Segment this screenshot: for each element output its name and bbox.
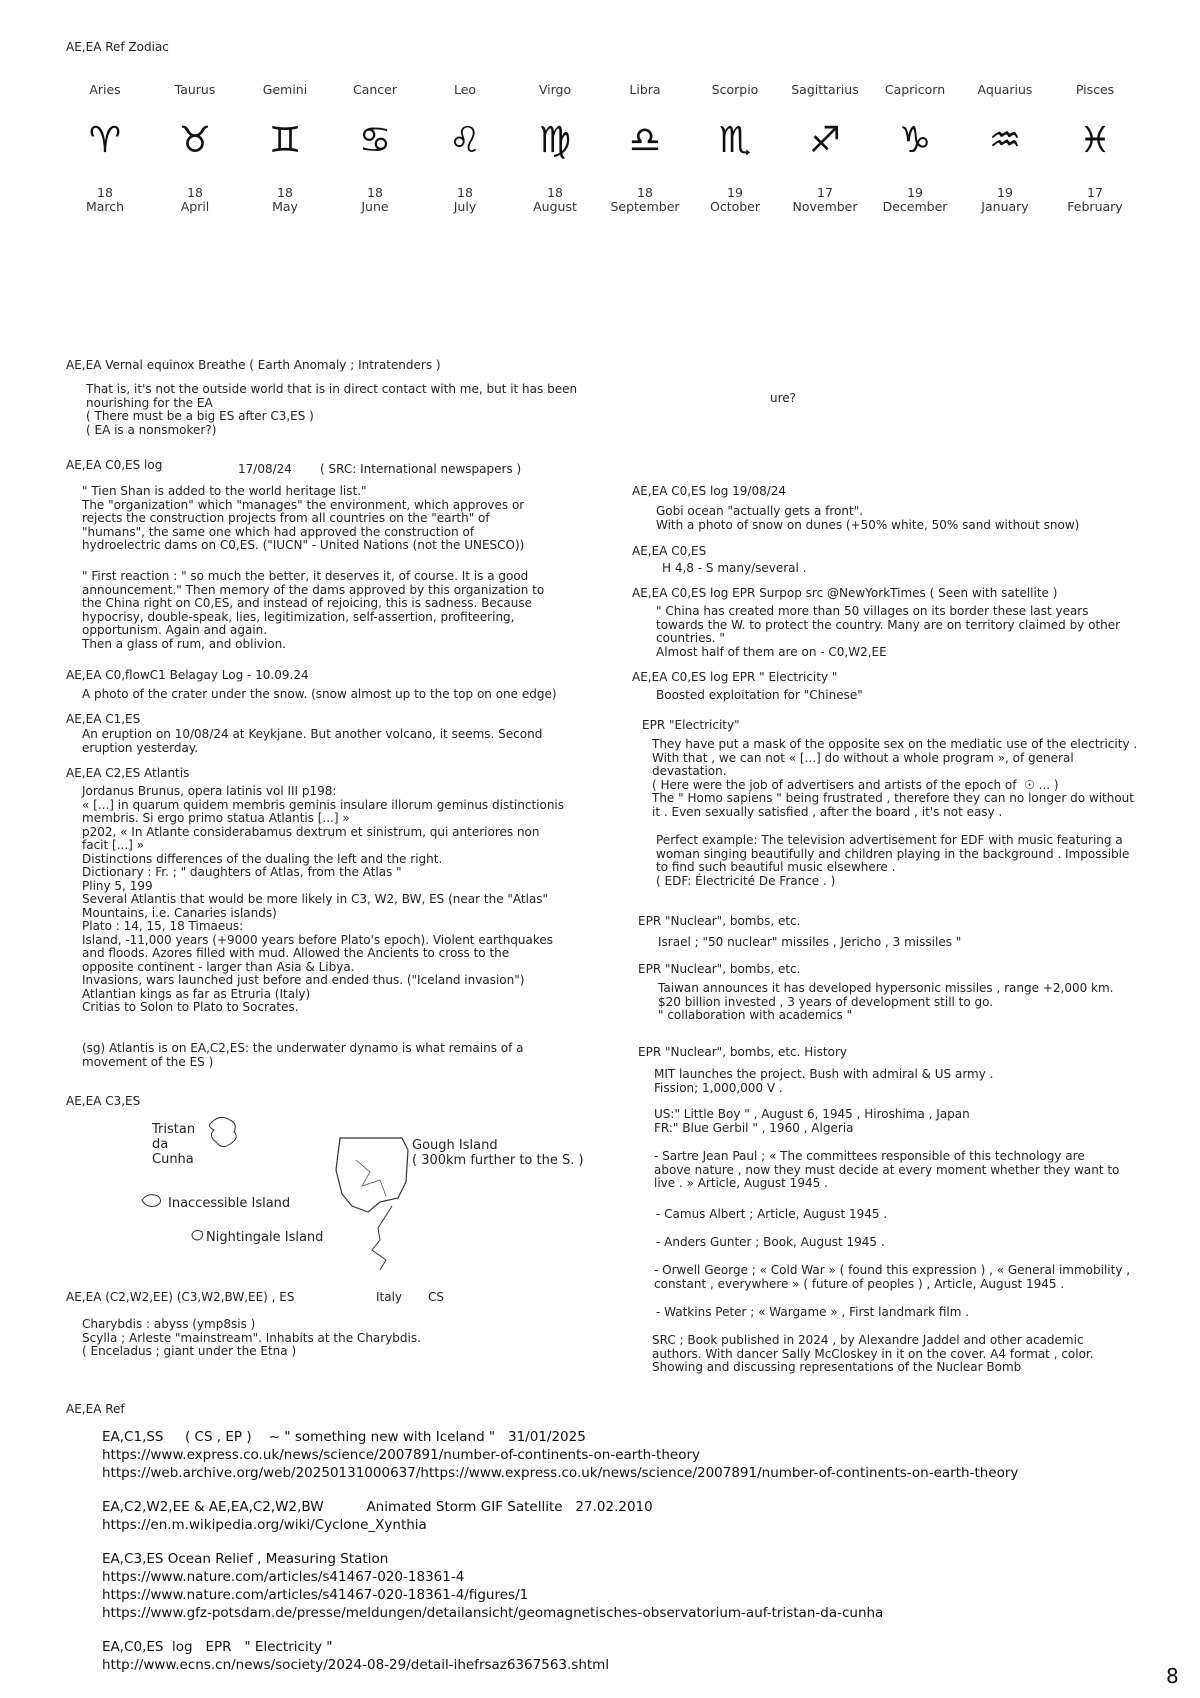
paragraph: Charybdis : abyss (ymp8sis ) Scylla ; Arleste "mainstream". Inhabits at the Charybdis. ( Enceladus ; giant under the Etna ) xyxy=(82,1317,421,1358)
section-header: AE,EA C0,ES log EPR " Electricity " xyxy=(632,670,838,684)
zodiac-day: 19 xyxy=(907,185,923,200)
zodiac-symbol-icon: ♍ xyxy=(538,120,572,161)
zodiac-name: Virgo xyxy=(538,82,572,97)
section-header: AE,EA C0,ES log EPR Surpop src @NewYorkTimes ( Seen with satellite ) xyxy=(632,586,1058,600)
island-label-tristan: Tristan da Cunha xyxy=(152,1122,196,1167)
references-header: AE,EA Ref xyxy=(66,1402,125,1416)
zodiac-symbol-icon: ♉ xyxy=(178,120,212,161)
tristan-island-outline xyxy=(209,1117,236,1146)
reference-block: EA,C0,ES log EPR " Electricity " http://www.ecns.cn/news/society/2024-08-29/detail-ihefrsaz6367563.shtml xyxy=(102,1639,610,1673)
zodiac-month: April xyxy=(180,199,210,214)
zodiac-name: Aries xyxy=(89,82,121,97)
section-header: AE,EA C0,ES xyxy=(632,544,707,558)
paragraph: H 4,8 - S many/several . xyxy=(662,561,807,575)
island-label-inaccessible: Inaccessible Island xyxy=(168,1196,291,1211)
paragraph: Perfect example: The television advertisement for EDF with music featuring a woman singing beautifully and children playing in the background . Impossible to find such beautiful music elsewhere . ( EDF: Électricité De France . ) xyxy=(656,833,1130,888)
section-header: AE,EA C1,ES xyxy=(66,712,141,726)
section-tag: CS xyxy=(428,1290,444,1304)
zodiac-symbol-icon: ♋ xyxy=(358,120,392,161)
zodiac-month: January xyxy=(981,199,1029,214)
zodiac-date xyxy=(240,186,330,214)
nightingale-island-outline xyxy=(192,1230,203,1240)
zodiac-symbol-icon: ♎ xyxy=(628,120,662,161)
paragraph: - Camus Albert ; Article, August 1945 . xyxy=(656,1207,888,1221)
zodiac-day: 19 xyxy=(727,185,743,200)
zodiac-name: Aquarius xyxy=(977,82,1033,97)
zodiac-symbol-icon: ♌ xyxy=(448,120,482,161)
zodiac-date xyxy=(870,186,960,214)
zodiac-day: 18 xyxy=(547,185,563,200)
zodiac-month: July xyxy=(453,199,477,214)
reference-block: EA,C3,ES Ocean Relief , Measuring Station https://www.nature.com/articles/s41467-020-18361-4 https://www.nature.com/articles/s41467-020-18361-4/figures/1 https://www.gfz-potsdam.de/presse/meldungen/detailansicht/geomagnetisches-observatorium-auf-tristan-da-cunha xyxy=(102,1551,884,1621)
paragraph: They have put a mask of the opposite sex on the mediatic use of the electricity . With that , we can not « [...] do without a whole program », of general devastation. ( Here were the job of advertisers and artists of the epoch of ☉ ... ) The " Homo sapiens " being frustrated , therefore they can no longer do without it . Even sexually satisfied , after the board , it's not easy . xyxy=(652,737,1138,819)
paragraph: An eruption on 10/08/24 at Keykjane. But another volcano, it seems. Second eruption yesterday. xyxy=(82,727,543,755)
section-header: EPR "Nuclear", bombs, etc. xyxy=(638,962,801,976)
paragraph: - Sartre Jean Paul ; « The committees responsible of this technology are above nature , now they must decide at every moment whether they want to live . » Article, August 1945 . xyxy=(654,1149,1120,1190)
section-header: AE,EA C0,flowC1 Belagay Log - 10.09.24 xyxy=(66,668,309,682)
paragraph: - Orwell George ; « Cold War » ( found this expression ) , « General immobility , constant , everywhere » ( future of peoples ) , Article, August 1945 . xyxy=(654,1263,1131,1291)
zodiac-month: September xyxy=(610,199,680,214)
zodiac-month: March xyxy=(85,199,125,214)
zodiac-date xyxy=(960,186,1050,214)
paragraph: MIT launches the project. Bush with admiral & US army . Fission; 1,000,000 V . xyxy=(654,1067,994,1095)
zodiac-symbol-icon: ♓ xyxy=(1078,120,1112,161)
section-header: AE,EA C0,ES log xyxy=(66,458,163,472)
page-title: AE,EA Ref Zodiac xyxy=(66,40,169,54)
reference-block: EA,C2,W2,EE & AE,EA,C2,W2,BW Animated Storm GIF Satellite 27.02.2010 https://en.m.wikipedia.org/wiki/Cyclone_Xynthia xyxy=(102,1499,653,1533)
island-label-nightingale: Nightingale Island xyxy=(206,1230,324,1245)
paragraph: Jordanus Brunus, opera latinis vol III p198: « [...] in quarum quidem membris geminis insulare illorum geminus distinctionis membris. Si ergo primo statua Atlantis [...] » p202, « In Atlante considerabamus dextrum et sinistrum, qui anteriores non facit [...] » Distinctions differences of the dualing the left and the right. Dictionary : Fr. ; " daughters of Atlas, from the Atlas " Pliny 5, 199 Several Atlantis that would be more likely in C3, W2, BW, ES (near the "Atlas" Mountains, i.e. Canaries islands) Plato : 14, 15, 18 Timaeus: Island, -11,000 years (+9000 years before Plato's epoch). Violent earthquakes and floods. Azores filled with mud. Allowed the Ancients to cross to the opposite continent - larger than Asia & Libya. Invasions, wars launched just before and ended thus. ("Iceland invasion") Atlantian kings as far as Etruria (Italy) Critias to Solon to Plato to Socrates. xyxy=(82,784,565,1014)
zodiac-date xyxy=(1050,186,1140,214)
section-header: AE,EA (C2,W2,EE) (C3,W2,BW,EE) , ES xyxy=(66,1290,295,1304)
section-source: ( SRC: International newspapers ) xyxy=(320,462,522,476)
section-place: Italy xyxy=(376,1290,403,1304)
paragraph: " China has created more than 50 villages on its border these last years towards the W. to protect the country. Many are on territory claimed by other countries. " Almost half of them are on - C0,W2,EE xyxy=(656,604,1121,659)
section-header: AE,EA C3,ES xyxy=(66,1094,141,1108)
zodiac-day: 18 xyxy=(457,185,473,200)
vernal-body: That is, it's not the outside world that is in direct contact with me, but it has been nourishing for the EA ( There must be a big ES after C3,ES ) ( EA is a nonsmoker?) xyxy=(86,382,578,437)
paragraph: " Tien Shan is added to the world heritage list." The "organization" which "manages" the environment, which approves or rejects the construction projects from all countries on the "earth" of "humans", the same one which had approved the construction of hydroelectric dams on C0,ES. ("IUCN" - United Nations (not the UNESCO)) xyxy=(82,484,525,552)
page-number: 8 xyxy=(1166,1664,1179,1688)
section-date: 17/08/24 xyxy=(238,462,292,476)
zodiac-name: Pisces xyxy=(1075,82,1115,97)
zodiac-date xyxy=(150,186,240,214)
zodiac-month: November xyxy=(792,199,858,214)
paragraph: (sg) Atlantis is on EA,C2,ES: the underwater dynamo is what remains of a movement of the ES ) xyxy=(82,1041,524,1069)
zodiac-date xyxy=(600,186,690,214)
gough-arrow-line xyxy=(372,1206,392,1270)
zodiac-name: Libra xyxy=(629,82,661,97)
zodiac-day: 18 xyxy=(277,185,293,200)
paragraph: A photo of the crater under the snow. (snow almost up to the top on one edge) xyxy=(82,687,557,701)
zodiac-month: June xyxy=(361,199,389,214)
zodiac-name: Capricorn xyxy=(884,82,946,97)
zodiac-date xyxy=(330,186,420,214)
zodiac-name: Taurus xyxy=(174,82,216,97)
paragraph: US:" Little Boy " , August 6, 1945 , Hiroshima , Japan FR:" Blue Gerbil " , 1960 , Algeria xyxy=(654,1107,970,1135)
paragraph: Gobi ocean "actually gets a front". With a photo of snow on dunes (+50% white, 50% sand without snow) xyxy=(656,504,1080,532)
zodiac-name: Cancer xyxy=(352,82,397,97)
zodiac-month: May xyxy=(272,199,298,214)
gough-ridge-line xyxy=(356,1160,386,1196)
zodiac-day: 19 xyxy=(997,185,1013,200)
paragraph: Israel ; "50 nuclear" missiles , Jericho , 3 missiles " xyxy=(658,935,962,949)
paragraph: - Anders Gunter ; Book, August 1945 . xyxy=(656,1235,885,1249)
zodiac-day: 17 xyxy=(1087,185,1103,200)
paragraph: " First reaction : " so much the better, it deserves it, of course. It is a good announcement." Then memory of the dams approved by this organization to the China right on C0,ES, and instead of rejoicing, this is sadness. Because hypocrisy, double-speak, lies, legitimization, self-assertion, profiteering, opportunism. Again and again. Then a glass of rum, and oblivion. xyxy=(82,569,545,651)
zodiac-name: Gemini xyxy=(262,82,308,97)
zodiac-symbol-icon: ♐ xyxy=(808,120,842,161)
zodiac-symbol-icon: ♈ xyxy=(88,120,122,161)
tristan-archipelago-sketch xyxy=(130,1110,600,1280)
zodiac-day: 18 xyxy=(97,185,113,200)
paragraph: Boosted exploitation for "Chinese" xyxy=(656,688,863,702)
paragraph: Taiwan announces it has developed hypersonic missiles , range +2,000 km. $20 billion invested , 3 years of development still to go. " collaboration with academics " xyxy=(658,981,1114,1022)
zodiac-date xyxy=(690,186,780,214)
references-list xyxy=(102,1428,1182,1674)
zodiac-day: 18 xyxy=(187,185,203,200)
inaccessible-island-outline xyxy=(142,1195,161,1207)
section-header: AE,EA C0,ES log 19/08/24 xyxy=(632,484,787,498)
zodiac-day: 17 xyxy=(817,185,833,200)
paragraph: - Watkins Peter ; « Wargame » , First landmark film . xyxy=(656,1305,970,1319)
zodiac-name: Leo xyxy=(453,82,477,97)
section-header: EPR "Electricity" xyxy=(642,718,740,732)
zodiac-day: 18 xyxy=(637,185,653,200)
zodiac-month: December xyxy=(882,199,948,214)
zodiac-date xyxy=(420,186,510,214)
zodiac-month: February xyxy=(1067,199,1123,214)
zodiac-symbol-icon: ♑ xyxy=(898,120,932,161)
zodiac-name: Scorpio xyxy=(711,82,759,97)
section-header: AE,EA C2,ES Atlantis xyxy=(66,766,190,780)
zodiac-symbol-icon: ♊ xyxy=(268,120,302,161)
section-header: EPR "Nuclear", bombs, etc. History xyxy=(638,1045,847,1059)
paragraph: SRC ; Book published in 2024 , by Alexandre Jaddel and other academic authors. With dancer Sally McCloskey in it on the cover. A4 format , color. Showing and discussing representations of the Nuclear Bomb xyxy=(652,1333,1094,1374)
zodiac-date xyxy=(510,186,600,214)
vernal-header: AE,EA Vernal equinox Breathe ( Earth Anomaly ; Intratenders ) xyxy=(66,358,441,372)
island-label-gough: Gough Island ( 300km further to the S. ) xyxy=(412,1138,584,1168)
zodiac-date xyxy=(60,186,150,214)
zodiac-symbol-icon: ♏ xyxy=(718,120,752,161)
zodiac-month: August xyxy=(533,199,577,214)
zodiac-month: October xyxy=(709,199,761,214)
zodiac-symbol-icon: ♒ xyxy=(988,120,1022,161)
gough-island-outline xyxy=(336,1138,408,1212)
reference-block: EA,C1,SS ( CS , EP ) ~ " something new with Iceland " 31/01/2025 https://www.express.co.uk/news/science/2007891/number-of-continents-on-earth-theory https://web.archive.org/web/20250131000637/https://www.express.co.uk/news/science/2007891/number-of-continents-on-earth-theory xyxy=(102,1429,1019,1481)
vernal-aside: ure? xyxy=(770,391,797,405)
zodiac-day: 18 xyxy=(367,185,383,200)
section-header: EPR "Nuclear", bombs, etc. xyxy=(638,914,801,928)
zodiac-name: Sagittarius xyxy=(791,82,859,97)
zodiac-date xyxy=(780,186,870,214)
